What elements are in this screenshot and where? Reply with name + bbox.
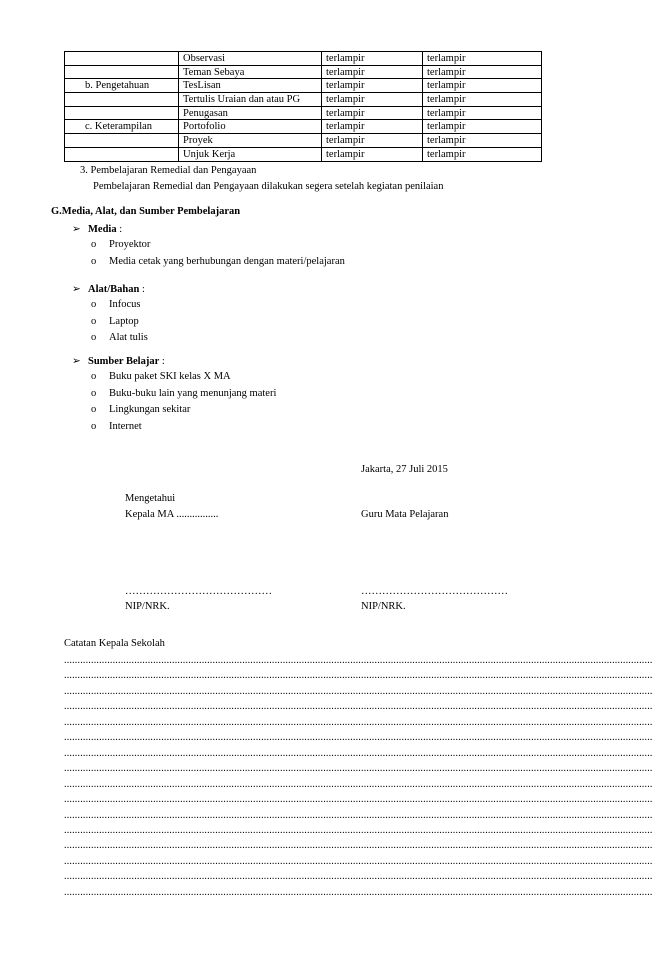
teacher-signature-line: ……………………………………	[361, 586, 508, 597]
arrow-bullet-icon: ➢	[72, 356, 81, 367]
circle-bullet-icon: o	[91, 404, 97, 415]
circle-bullet-icon: o	[91, 315, 97, 327]
list-item-text: Lingkungan sekitar	[109, 404, 191, 415]
notes-dotted-line: ..........................................................................................................................................................................................................................	[64, 716, 653, 728]
table-cell: b. Pengetahuan	[65, 79, 179, 93]
arrow-bullet-icon: ➢	[72, 224, 81, 235]
list-item-text: Buku-buku lain yang menunjang materi	[109, 387, 277, 399]
table-cell: Penugasan	[179, 106, 322, 120]
table-cell	[65, 52, 179, 66]
list-item	[91, 331, 148, 345]
table-cell: terlampir	[423, 120, 542, 134]
notes-dotted-line: ..........................................................................................................................................................................................................................	[64, 778, 653, 790]
table-cell	[65, 65, 179, 79]
principal-title: Kepala MA ................	[125, 509, 219, 520]
table-row	[65, 93, 542, 107]
notes-dotted-line: ..........................................................................................................................................................................................................................	[64, 685, 653, 697]
table-cell: terlampir	[423, 52, 542, 66]
table-cell: terlampir	[423, 134, 542, 148]
section-g-title: G.Media, Alat, dan Sumber Pembelajaran	[51, 206, 241, 217]
table-row	[65, 106, 542, 120]
list-item	[91, 298, 141, 312]
teacher-title: Guru Mata Pelajaran	[361, 509, 449, 520]
table-cell	[65, 93, 179, 107]
notes-dotted-line: ..........................................................................................................................................................................................................................	[64, 747, 653, 759]
list-item-text: Buku paket SKI kelas X MA	[109, 371, 231, 382]
notes-dotted-line: ..........................................................................................................................................................................................................................	[64, 886, 653, 898]
table-row	[65, 147, 542, 161]
group-label: Sumber Belajar	[88, 356, 160, 367]
table-cell: terlampir	[423, 79, 542, 93]
table-cell: terlampir	[423, 106, 542, 120]
circle-bullet-icon: o	[91, 299, 97, 310]
assessment-table	[64, 51, 542, 162]
arrow-bullet-icon: ➢	[72, 284, 81, 295]
remedial-text: Pembelajaran Remedial dan Pengayaan dilakukan segera setelah kegiatan penilaian	[93, 181, 444, 192]
list-item-text: Alat tulis	[109, 332, 148, 343]
table-cell: Proyek	[179, 134, 322, 148]
notes-dotted-line: ..........................................................................................................................................................................................................................	[64, 855, 653, 867]
group-suffix: :	[139, 284, 145, 295]
notes-dotted-line: ..........................................................................................................................................................................................................................	[64, 655, 653, 666]
group-suffix: :	[159, 356, 165, 367]
table-cell: terlampir	[423, 147, 542, 161]
table-cell: Portofolio	[179, 120, 322, 134]
notes-title: Catatan Kepala Sekolah	[64, 638, 165, 649]
circle-bullet-icon: o	[91, 332, 97, 343]
group-suffix: :	[116, 224, 123, 235]
table-cell: terlampir	[423, 93, 542, 107]
circle-bullet-icon: o	[91, 239, 97, 250]
group-label: Alat/Bahan	[88, 284, 140, 295]
table-cell: terlampir	[423, 65, 542, 79]
notes-dotted-line: ..........................................................................................................................................................................................................................	[64, 701, 653, 713]
notes-dotted-line: ..........................................................................................................................................................................................................................	[64, 871, 653, 883]
list-item-text: Media cetak yang berhubungan dengan materi/pelajaran	[109, 255, 345, 267]
list-item-text: Infocus	[109, 299, 141, 310]
table-row	[65, 65, 542, 79]
table-cell	[65, 134, 179, 148]
table-cell: Tertulis Uraian dan atau PG	[179, 93, 322, 107]
list-item	[91, 387, 276, 401]
table-row	[65, 79, 542, 93]
group-heading	[72, 355, 165, 369]
group-heading	[72, 283, 145, 297]
notes-dotted-line: ..........................................................................................................................................................................................................................	[64, 763, 653, 775]
teacher-id: NIP/NRK.	[361, 601, 406, 612]
list-item	[91, 238, 150, 252]
table-cell	[65, 106, 179, 120]
table-cell: terlampir	[322, 106, 423, 120]
circle-bullet-icon: o	[91, 371, 97, 382]
table-cell: terlampir	[322, 93, 423, 107]
notes-dotted-line: ..........................................................................................................................................................................................................................	[64, 670, 653, 682]
notes-dotted-line: ..........................................................................................................................................................................................................................	[64, 809, 653, 821]
list-item	[91, 255, 345, 269]
table-row	[65, 120, 542, 134]
notes-dotted-line: ..........................................................................................................................................................................................................................	[64, 794, 653, 806]
table-cell: Teman Sebaya	[179, 65, 322, 79]
table-cell: TesLisan	[179, 79, 322, 93]
remedial-heading: 3. Pembelajaran Remedial dan Pengayaan	[80, 165, 257, 176]
list-item	[91, 370, 231, 384]
circle-bullet-icon: o	[91, 387, 97, 399]
notes-dotted-line: ..........................................................................................................................................................................................................................	[64, 732, 653, 744]
table-cell: Observasi	[179, 52, 322, 66]
table-cell: terlampir	[322, 134, 423, 148]
table-row	[65, 52, 542, 66]
list-item-text: Proyektor	[109, 239, 151, 250]
table-cell	[65, 147, 179, 161]
circle-bullet-icon: o	[91, 255, 97, 267]
circle-bullet-icon: o	[91, 420, 97, 432]
table-cell: terlampir	[322, 79, 423, 93]
notes-dotted-line: ..........................................................................................................................................................................................................................	[64, 840, 653, 852]
list-item-text: Internet	[109, 420, 142, 432]
place-date: Jakarta, 27 Juli 2015	[361, 464, 448, 475]
list-item	[91, 420, 142, 434]
principal-id: NIP/NRK.	[125, 601, 170, 612]
principal-signature-line: ……………………………………	[125, 586, 272, 597]
table-cell: c. Keterampilan	[65, 120, 179, 134]
list-item	[91, 315, 139, 329]
table-cell: terlampir	[322, 147, 423, 161]
table-cell: Unjuk Kerja	[179, 147, 322, 161]
list-item	[91, 403, 190, 417]
acknowledged-label: Mengetahui	[125, 493, 176, 504]
list-item-text: Laptop	[109, 315, 139, 327]
table-cell: terlampir	[322, 65, 423, 79]
table-row	[65, 134, 542, 148]
group-heading	[72, 223, 122, 237]
table-cell: terlampir	[322, 120, 423, 134]
group-label: Media	[88, 224, 117, 235]
notes-dotted-line: ..........................................................................................................................................................................................................................	[64, 824, 653, 836]
table-cell: terlampir	[322, 52, 423, 66]
